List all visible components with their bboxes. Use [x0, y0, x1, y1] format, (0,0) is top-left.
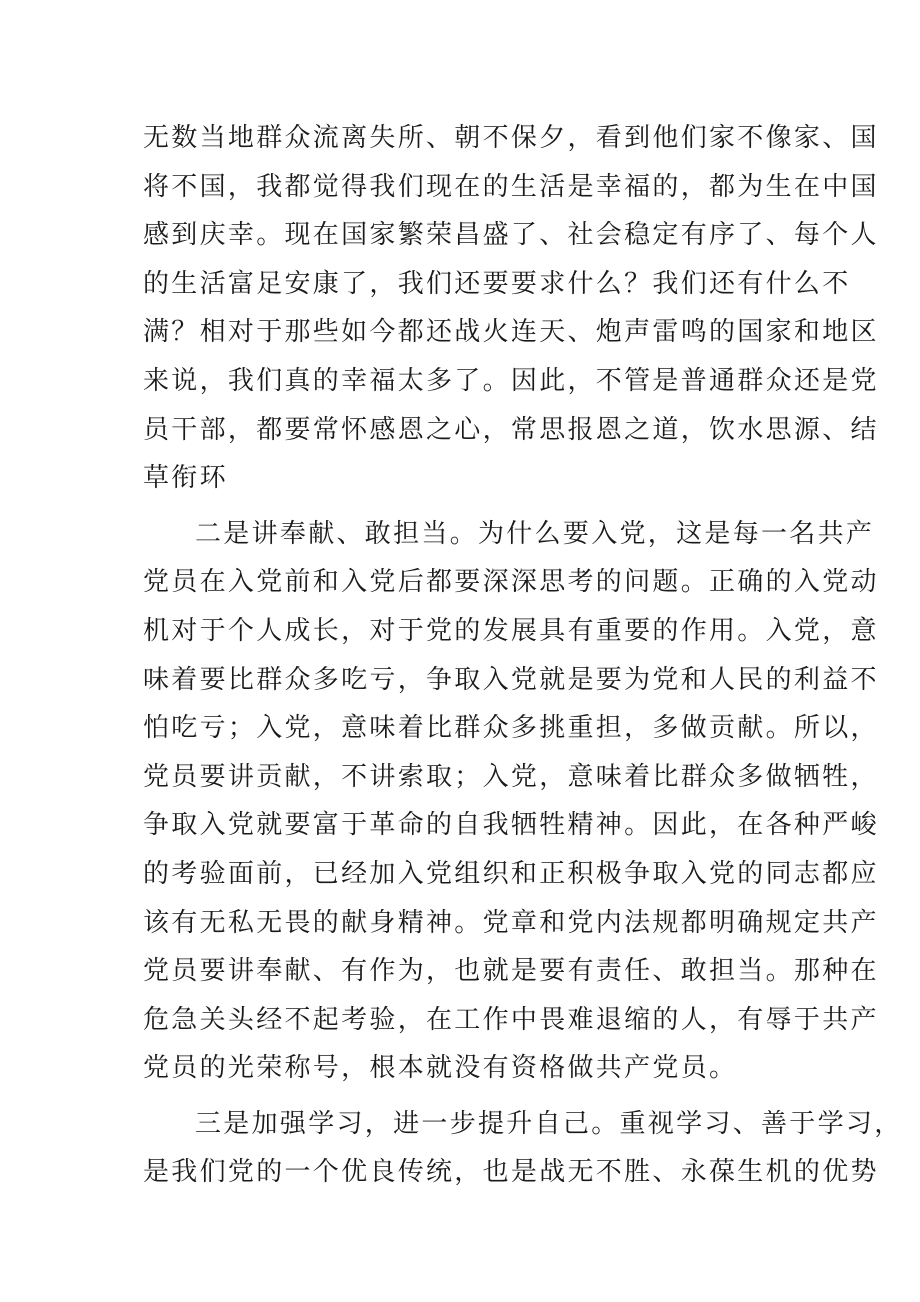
text-line: 感到庆幸。现在国家繁荣昌盛了、社会稳定有序了、每个人 [143, 220, 879, 251]
text-line: 将不国，我都觉得我们现在的生活是幸福的，都为生在中国 [143, 171, 879, 202]
text-line: 党员在入党前和入党后都要深深思考的问题。正确的入党动 [143, 567, 879, 598]
paragraph-spacer [143, 503, 783, 510]
text-line: 味着要比群众多吃亏，争取入党就是要为党和人民的利益不 [143, 664, 879, 695]
paragraph-continued [143, 114, 879, 503]
text-line: 的生活富足安康了，我们还要要求什么？我们还有什么不 [143, 268, 851, 299]
paragraph-three [143, 1100, 903, 1197]
text-line: 党员的光荣称号，根本就没有资格做共产党员。 [143, 1053, 738, 1084]
text-line: 党员要讲贡献，不讲索取；入党，意味着比群众多做牺牲， [143, 761, 879, 792]
text-line: 该有无私无畏的献身精神。党章和党内法规都明确规定共产 [143, 907, 879, 938]
text-line: 三是加强学习，进一步提升自己。重视学习、善于学习， [195, 1108, 903, 1139]
text-line: 草衔环 [143, 463, 228, 494]
text-line: 是我们党的一个优良传统，也是战无不胜、永葆生机的优势 [143, 1157, 879, 1188]
text-line: 的考验面前，已经加入党组织和正积极争取入党的同志都应 [143, 858, 879, 889]
text-line: 来说，我们真的幸福太多了。因此，不管是普通群众还是党 [143, 365, 879, 396]
text-line: 怕吃亏；入党，意味着比群众多挑重担，多做贡献。所以， [143, 713, 879, 744]
text-line: 员干部，都要常怀感恩之心，常思报恩之道，饮水思源、结 [143, 414, 879, 445]
text-line: 满？相对于那些如今都还战火连天、炮声雷鸣的国家和地区 [143, 317, 879, 348]
text-line: 机对于个人成长，对于党的发展具有重要的作用。入党，意 [143, 615, 879, 646]
text-line: 危急关头经不起考验，在工作中畏难退缩的人，有辱于共产 [143, 1004, 879, 1035]
text-line: 无数当地群众流离失所、朝不保夕，看到他们家不像家、国 [143, 123, 879, 153]
text-line: 争取入党就要富于革命的自我牺牲精神。因此，在各种严峻 [143, 810, 879, 841]
document-body [143, 114, 903, 1197]
paragraph-spacer [143, 1093, 783, 1100]
paragraph-two [143, 510, 879, 1093]
text-line: 党员要讲奉献、有作为，也就是要有责任、敢担当。那种在 [143, 956, 879, 987]
text-line: 二是讲奉献、敢担当。为什么要入党，这是每一名共产 [195, 518, 875, 549]
